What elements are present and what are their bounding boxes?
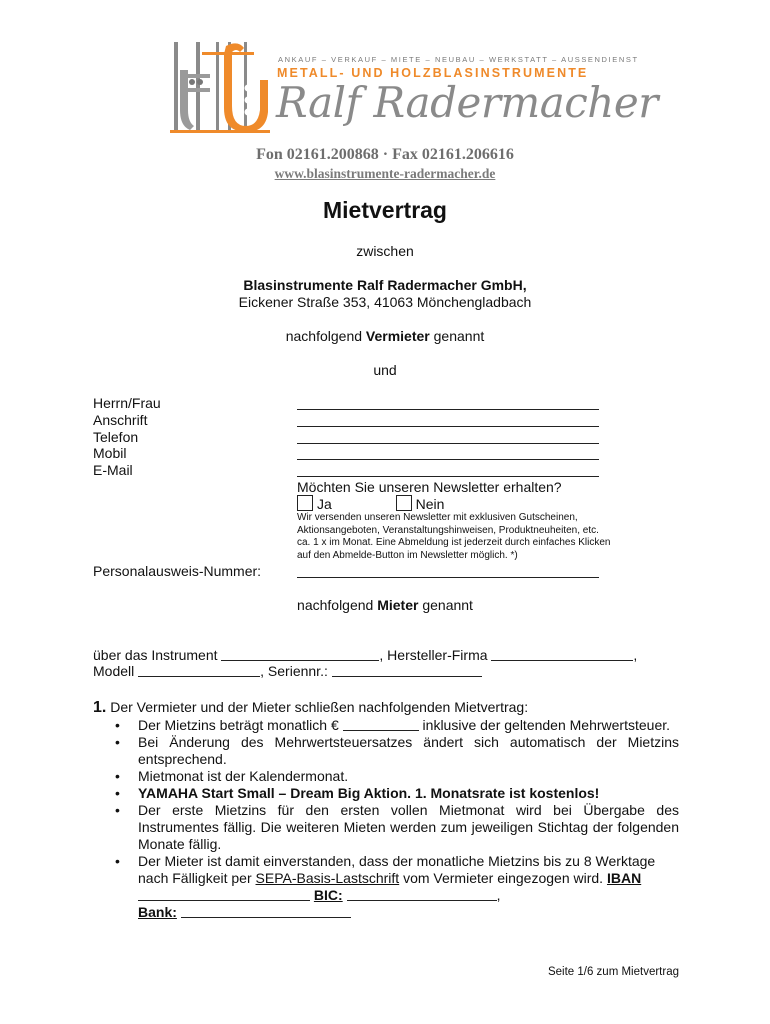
vermieter-line: nachfolgend Vermieter genannt bbox=[285, 328, 485, 344]
logo-tagline: ANKAUF – VERKAUF – MIETE – NEUBAU – WERKSTATT – AUSSENDIENST bbox=[278, 55, 639, 64]
logo-subtitle: METALL- UND HOLZBLASINSTRUMENTE bbox=[277, 66, 589, 80]
logo-brand-name: Ralf Radermacher bbox=[276, 78, 658, 127]
sepa-link: SEPA-Basis-Lastschrift bbox=[255, 870, 400, 886]
instrument-line-1: über das Instrument , Hersteller-Firma , bbox=[93, 647, 638, 663]
section-1-number: 1. bbox=[93, 699, 107, 716]
field-line-ausweis[interactable] bbox=[297, 577, 599, 578]
field-line-telefon[interactable] bbox=[297, 443, 599, 444]
newsletter-no-label: Nein bbox=[415, 496, 445, 512]
newsletter-no-checkbox[interactable] bbox=[396, 495, 412, 511]
company-address: Eickener Straße 353, 41063 Mönchengladbach bbox=[238, 294, 532, 310]
mieter-line: nachfolgend Mieter genannt bbox=[297, 597, 473, 613]
list-item: • Der erste Mietzins für den ersten vollen Mietmonat wird bei Übergabe des Instrumentes fällig. Die weiteren Mieten werden zum jeweiligen Stichtag der folgenden Monate fällig. bbox=[115, 802, 679, 852]
bank-label: Bank: bbox=[138, 904, 177, 920]
page-footer: Seite 1/6 zum Mietvertrag bbox=[547, 966, 679, 978]
field-line-email[interactable] bbox=[297, 476, 599, 477]
field-line-herr-frau[interactable] bbox=[297, 409, 599, 410]
website-link[interactable]: www.blasinstrumente-radermacher.de bbox=[274, 166, 496, 181]
field-line-anschrift[interactable] bbox=[297, 426, 599, 427]
list-item: • Bei Änderung des Mehrwertsteuersatzes ändert sich automatisch der Mietzins entsprechend. bbox=[115, 734, 679, 767]
bic-label: BIC: bbox=[313, 887, 343, 903]
newsletter-yes-checkbox[interactable] bbox=[297, 495, 313, 511]
field-line-mobil[interactable] bbox=[297, 459, 599, 460]
iban-label: IBAN bbox=[606, 870, 642, 886]
list-item: • Der Mieter ist damit einverstanden, dass der monatliche Mietzins bis zu 8 Werktage nach Fälligkeit per SEPA-Basis-Lastschrift vom Vermieter eingezogen wird. IBAN BIC: , Bank: bbox=[115, 853, 656, 920]
instrument-line-2: Modell , Seriennr.: bbox=[93, 663, 679, 680]
seriennr-field[interactable] bbox=[332, 664, 482, 677]
list-item: • Mietmonat ist der Kalendermonat. bbox=[115, 768, 349, 784]
instrument-field[interactable] bbox=[221, 648, 379, 661]
bank-field[interactable] bbox=[181, 905, 351, 918]
document-title: Mietvertrag bbox=[323, 197, 447, 223]
newsletter-info-line: Wir versenden unseren Newsletter mit exklusiven Gutscheinen, bbox=[297, 512, 578, 523]
newsletter-info bbox=[297, 512, 611, 562]
section-1-list bbox=[93, 717, 679, 921]
label-email: E-Mail bbox=[93, 462, 133, 478]
list-item: • Der Mietzins beträgt monatlich € inklusive der geltenden Mehrwertsteuer. bbox=[115, 717, 671, 733]
modell-field[interactable] bbox=[138, 664, 260, 677]
mietzins-field[interactable] bbox=[343, 718, 419, 731]
iban-field[interactable] bbox=[138, 888, 310, 901]
label-herr-frau: Herrn/Frau bbox=[93, 395, 161, 411]
company-name: Blasinstrumente Ralf Radermacher GmbH, bbox=[243, 277, 527, 293]
newsletter-yes-label: Ja bbox=[317, 496, 332, 512]
hersteller-field[interactable] bbox=[491, 648, 633, 661]
newsletter-question: Möchten Sie unseren Newsletter erhalten? bbox=[297, 479, 562, 495]
bic-field[interactable] bbox=[347, 888, 497, 901]
label-mobil: Mobil bbox=[93, 445, 127, 461]
newsletter-info-line: ca. 1 x im Monat. Eine Abmeldung ist jederzeit durch einfaches Klicken bbox=[297, 537, 611, 548]
section-1-intro: 1. Der Vermieter und der Mieter schließen nachfolgenden Mietvertrag: bbox=[93, 699, 529, 716]
list-item: • YAMAHA Start Small – Dream Big Aktion. 1. Monatsrate ist kostenlos! bbox=[115, 785, 600, 801]
newsletter-info-line: Aktionsangeboten, Veranstaltungshinweisen, Produktneuheiten, etc. bbox=[297, 524, 599, 536]
label-telefon: Telefon bbox=[93, 429, 139, 445]
newsletter-options bbox=[297, 495, 444, 512]
zwischen-text: zwischen bbox=[356, 243, 414, 259]
label-anschrift: Anschrift bbox=[93, 412, 148, 428]
label-ausweis: Personalausweis-Nummer: bbox=[93, 563, 262, 579]
und-text: und bbox=[373, 362, 397, 378]
newsletter-info-line: auf den Abmelde-Button im Newsletter möglich. *) bbox=[297, 549, 518, 561]
contact-line: Fon 02161.200868 · Fax 02161.206616 bbox=[256, 146, 514, 163]
